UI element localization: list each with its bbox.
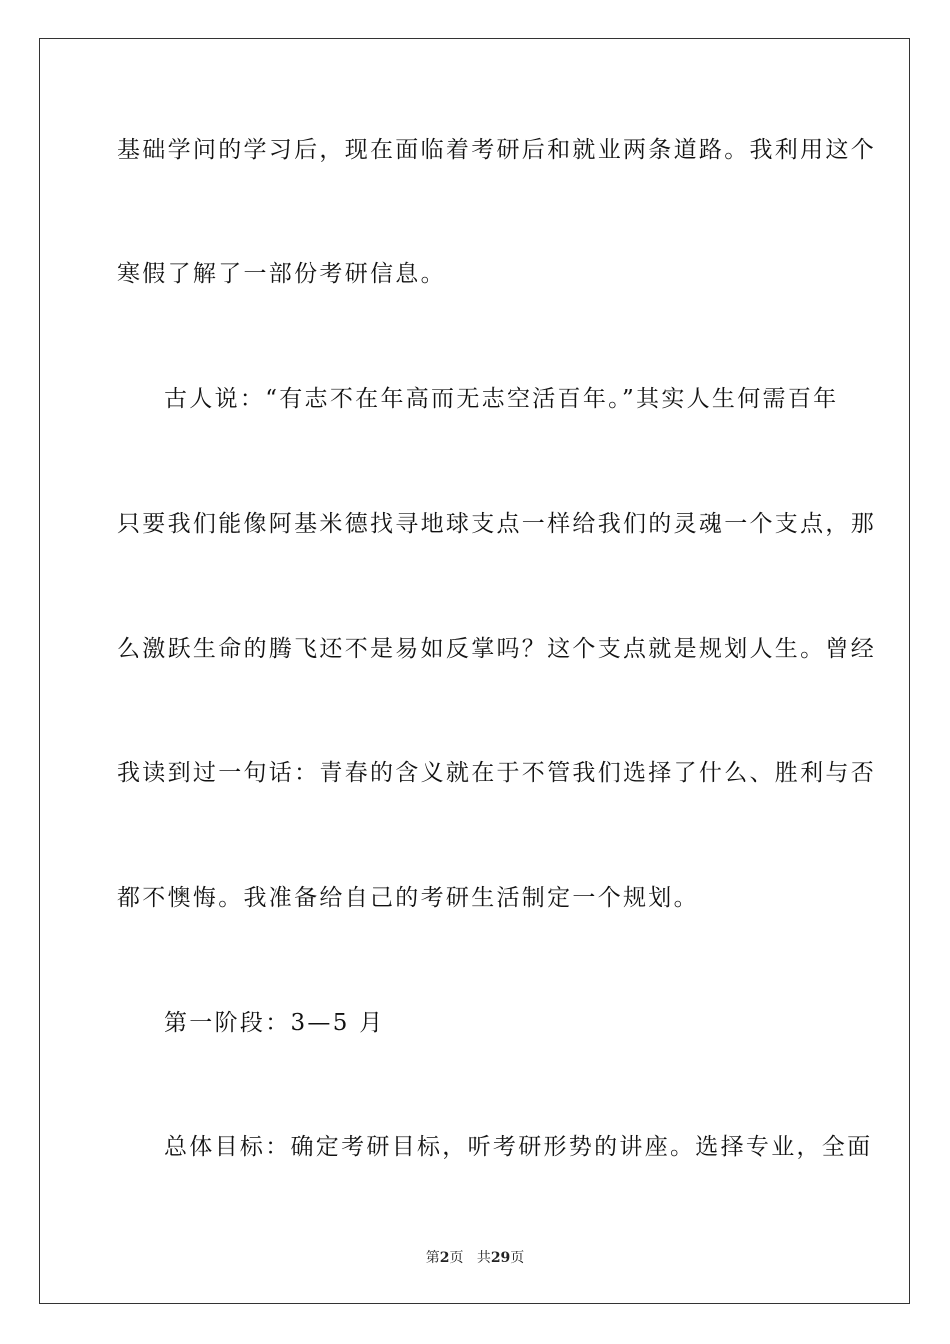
page-border xyxy=(39,38,910,1304)
page-footer xyxy=(0,1247,950,1267)
body-line-5: 么激跃生命的腾飞还不是易如反掌吗？这个支点就是规划人生。曾经 xyxy=(117,636,876,662)
body-line-7: 都不懊悔。我准备给自己的考研生活制定一个规划。 xyxy=(117,885,699,911)
footer-total-pages: 29 xyxy=(490,1250,511,1266)
footer-total-suffix: 页 xyxy=(510,1250,525,1266)
body-line-1: 基础学问的学习后，现在面临着考研后和就业两条道路。我利用这个 xyxy=(117,137,876,163)
section-heading: 第一阶段：3—5 月 xyxy=(164,1010,385,1036)
footer-page-number: 2 xyxy=(439,1250,450,1266)
body-line-2: 寒假了解了一部份考研信息。 xyxy=(117,261,446,287)
body-line-4: 只要我们能像阿基米德找寻地球支点一样给我们的灵魂一个支点，那 xyxy=(117,511,876,537)
body-line-6: 我读到过一句话：青春的含义就在于不管我们选择了什么、胜利与否 xyxy=(117,760,876,786)
body-line-3: 古人说：“有志不在年高而无志空活百年。”其实人生何需百年 xyxy=(164,386,839,412)
footer-total-prefix: 共 xyxy=(476,1250,491,1266)
footer-page-prefix: 第 xyxy=(425,1250,440,1266)
body-line-9: 总体目标：确定考研目标，听考研形势的讲座。选择专业，全面 xyxy=(164,1134,873,1160)
footer-page-suffix: 页 xyxy=(449,1250,464,1266)
